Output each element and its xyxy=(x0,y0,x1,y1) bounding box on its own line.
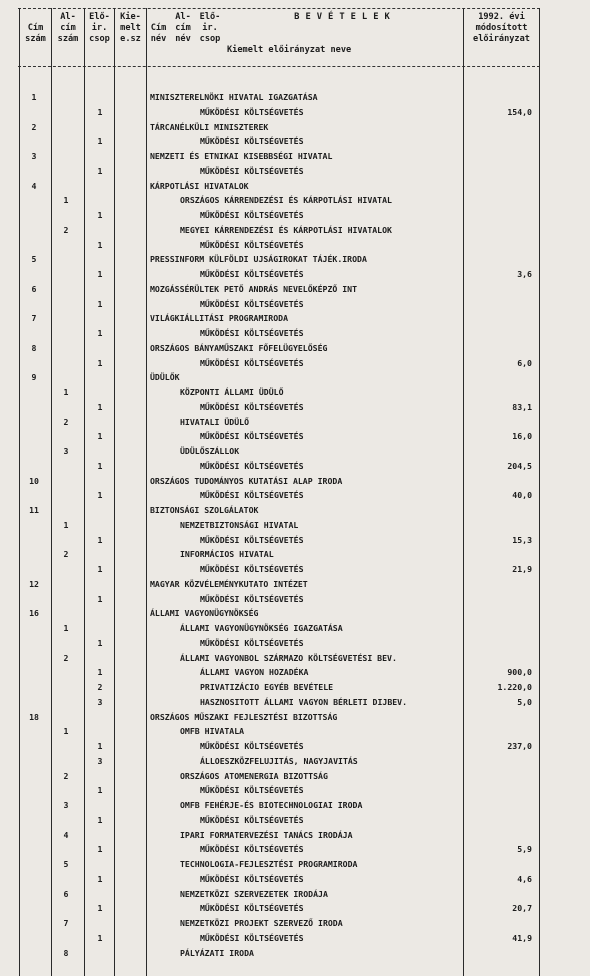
item-name: NEMZETKÖZI PROJEKT SZERVEZŐ IRODA xyxy=(180,918,343,928)
eloir-cell: 1 xyxy=(97,431,103,442)
eloir-cell: 1 xyxy=(97,298,103,309)
header-name-col: Kiemelt előirányzat neve xyxy=(227,45,352,55)
amount-cell: 6,0 xyxy=(517,357,532,368)
table-row xyxy=(0,385,590,400)
item-name: MŰKÖDÉSI KÖLTSÉGVETÉS xyxy=(200,903,304,914)
eloir-cell: 1 xyxy=(97,136,103,147)
eloir-cell: 1 xyxy=(97,932,103,943)
eloir-cell: 1 xyxy=(97,106,103,117)
amount-cell: 1.220,0 xyxy=(497,682,532,692)
item-name: MEGYEI KÁRRENDEZÉSI ÉS KÁRPOTLÁSI HIVATALOK xyxy=(180,224,392,235)
item-name: MŰKÖDÉSI KÖLTSÉGVETÉS xyxy=(200,593,304,604)
alcim-cell: 3 xyxy=(63,446,69,456)
item-name: MŰKÖDÉSI KÖLTSÉGVETÉS xyxy=(200,564,304,574)
table-row xyxy=(0,533,590,548)
item-name: IPARI FORMATERVEZÉSI TANÁCS IRODÁJA xyxy=(180,829,353,840)
item-name: MŰKÖDÉSI KÖLTSÉGVETÉS xyxy=(200,490,304,501)
table-row xyxy=(0,238,590,253)
cim-cell: 6 xyxy=(31,283,37,294)
header-eloir: Elő- ir. csop xyxy=(89,12,110,44)
top-rule xyxy=(18,8,540,9)
item-name: MŰKÖDÉSI KÖLTSÉGVETÉS xyxy=(200,932,304,943)
eloir-cell: 1 xyxy=(97,844,103,855)
cim-cell: 1 xyxy=(31,92,37,102)
item-name: ORSZÁGOS MŰSZAKI FEJLESZTÉSI BIZOTTSÁG xyxy=(150,711,338,722)
eloir-cell: 1 xyxy=(97,564,103,574)
header-amount: 1992. évi módosított előirányzat xyxy=(473,12,530,44)
table-row xyxy=(0,120,590,135)
amount-cell: 237,0 xyxy=(507,741,532,751)
table-row xyxy=(0,547,590,562)
table-row xyxy=(0,297,590,312)
item-name: MŰKÖDÉSI KÖLTSÉGVETÉS xyxy=(200,328,304,338)
alcim-cell: 2 xyxy=(63,770,69,781)
amount-cell: 5,0 xyxy=(517,696,532,707)
item-name: ORSZÁGOS ATOMENERGIA BIZOTTSÁG xyxy=(180,770,328,781)
table-row xyxy=(0,562,590,577)
item-name: ÜDÜLŐSZÁLLOK xyxy=(180,446,240,456)
item-name: NEMZETI ÉS ETNIKAI KISEBBSÉGI HIVATAL xyxy=(150,151,333,161)
table-row xyxy=(0,680,590,695)
table-row xyxy=(0,754,590,769)
cim-cell: 4 xyxy=(31,180,37,191)
table-row xyxy=(0,872,590,887)
table-row xyxy=(0,459,590,474)
item-name: TÁRCANÉLKÜLI MINISZTEREK xyxy=(150,121,269,132)
table-row xyxy=(0,282,590,297)
cim-cell: 2 xyxy=(31,121,37,132)
table-row xyxy=(0,341,590,356)
table-row xyxy=(0,134,590,149)
table-row xyxy=(0,769,590,784)
table-row xyxy=(0,931,590,946)
amount-cell: 204,5 xyxy=(507,460,532,471)
item-name: MŰKÖDÉSI KÖLTSÉGVETÉS xyxy=(200,269,304,279)
eloir-cell: 2 xyxy=(97,682,103,692)
eloir-cell: 1 xyxy=(97,637,103,648)
table-row xyxy=(0,415,590,430)
item-name: OMFB HIVATALA xyxy=(180,726,245,737)
table-row xyxy=(0,651,590,666)
table-row xyxy=(0,621,590,636)
table-row xyxy=(0,267,590,282)
item-name: HASZNOSITOTT ÁLLAMI VAGYON BÉRLETI DIJBEV. xyxy=(200,696,408,707)
item-name: ÁLLAMI VAGYONÜGYNÖKSÉG IGAZGATÁSA xyxy=(180,623,343,633)
amount-cell: 154,0 xyxy=(507,106,532,117)
alcim-cell: 2 xyxy=(63,549,69,560)
eloir-cell: 1 xyxy=(97,460,103,471)
eloir-cell: 1 xyxy=(97,328,103,338)
cim-cell: 16 xyxy=(29,608,39,619)
table-row xyxy=(0,356,590,371)
table-row xyxy=(0,193,590,208)
eloir-cell: 1 xyxy=(97,785,103,796)
table-row xyxy=(0,488,590,503)
item-name: MŰKÖDÉSI KÖLTSÉGVETÉS xyxy=(200,534,304,545)
header-cim: Cím szám xyxy=(25,23,46,44)
item-name: MŰKÖDÉSI KÖLTSÉGVETÉS xyxy=(200,357,304,368)
item-name: MŰKÖDÉSI KÖLTSÉGVETÉS xyxy=(200,210,304,220)
item-name: MŰKÖDÉSI KÖLTSÉGVETÉS xyxy=(200,165,304,176)
item-name: MAGYAR KÖZVÉLEMÉNYKUTATO INTÉZET xyxy=(150,578,308,589)
table-row xyxy=(0,252,590,267)
table-row xyxy=(0,518,590,533)
table-row xyxy=(0,842,590,857)
item-name: MŰKÖDÉSI KÖLTSÉGVETÉS xyxy=(200,401,304,412)
amount-cell: 41,9 xyxy=(512,932,532,943)
eloir-cell: 1 xyxy=(97,357,103,368)
cim-cell: 10 xyxy=(29,475,39,486)
eloir-cell: 1 xyxy=(97,903,103,914)
alcim-cell: 2 xyxy=(63,416,69,427)
item-name: BIZTONSÁGI SZOLGÁLATOK xyxy=(150,505,259,515)
table-row xyxy=(0,90,590,105)
eloir-cell: 1 xyxy=(97,741,103,751)
eloir-cell: 3 xyxy=(97,755,103,766)
item-name: VILÁGKIÁLLITÁSI PROGRAMIRODA xyxy=(150,313,289,324)
section-title: BEVÉTELEK xyxy=(294,12,396,22)
table-row xyxy=(0,710,590,725)
alcim-cell: 1 xyxy=(63,726,69,737)
item-name: MŰKÖDÉSI KÖLTSÉGVETÉS xyxy=(200,460,304,471)
table-row xyxy=(0,916,590,931)
amount-cell: 5,9 xyxy=(517,844,532,855)
table-row xyxy=(0,179,590,194)
item-name: PRESSINFORM KÜLFÖLDI UJSÁGIROKAT TÁJÉK.IRODA xyxy=(150,254,367,265)
item-name: MŰKÖDÉSI KÖLTSÉGVETÉS xyxy=(200,239,304,250)
table-row xyxy=(0,798,590,813)
item-name: INFORMÁCIOS HIVATAL xyxy=(180,549,274,560)
header-rule xyxy=(18,66,540,67)
eloir-cell: 1 xyxy=(97,534,103,545)
item-name: ORSZÁGOS TUDOMÁNYOS KUTATÁSI ALAP IRODA xyxy=(150,475,343,486)
cim-cell: 9 xyxy=(31,372,37,383)
header-elonev: Elő- ir. csop xyxy=(199,12,221,44)
alcim-cell: 1 xyxy=(63,195,69,206)
cim-cell: 11 xyxy=(29,505,39,515)
table-row xyxy=(0,901,590,916)
alcim-cell: 3 xyxy=(63,800,69,810)
item-name: PÁLYÁZATI IRODA xyxy=(180,947,254,958)
amount-cell: 4,6 xyxy=(517,873,532,884)
item-name: MINISZTERELNÖKI HIVATAL IGAZGATÁSA xyxy=(150,92,318,102)
table-row xyxy=(0,665,590,680)
alcim-cell: 2 xyxy=(63,224,69,235)
table-row xyxy=(0,208,590,223)
table-row xyxy=(0,444,590,459)
amount-cell: 20,7 xyxy=(512,903,532,914)
item-name: ÁLLAMI VAGYONBOL SZÁRMAZO KÖLTSÉGVETÉSI BEV. xyxy=(180,652,397,663)
cim-cell: 18 xyxy=(29,711,39,722)
alcim-cell: 5 xyxy=(63,859,69,869)
alcim-cell: 2 xyxy=(63,652,69,663)
table-row xyxy=(0,783,590,798)
item-name: ORSZÁGOS KÁRRENDEZÉSI ÉS KÁRPOTLÁSI HIVATAL xyxy=(180,195,392,206)
item-name: OMFB FEHÉRJE-ÉS BIOTECHNOLOGIAI IRODA xyxy=(180,800,363,810)
cim-cell: 7 xyxy=(31,313,37,324)
item-name: KÁRPOTLÁSI HIVATALOK xyxy=(150,180,249,191)
item-name: ORSZÁGOS BÁNYAMŰSZAKI FŐFELÜGYELŐSÉG xyxy=(150,342,328,353)
header-kiemelt: Kie- melt e.sz xyxy=(120,12,141,44)
table-row xyxy=(0,636,590,651)
header-cimnev: Cím név xyxy=(150,23,167,44)
table-row xyxy=(0,606,590,621)
table-row xyxy=(0,223,590,238)
item-name: PRIVATIZÁCIO EGYÉB BEVÉTELE xyxy=(200,682,334,692)
eloir-cell: 1 xyxy=(97,667,103,678)
table-row xyxy=(0,887,590,902)
cim-cell: 8 xyxy=(31,342,37,353)
item-name: MŰKÖDÉSI KÖLTSÉGVETÉS xyxy=(200,106,304,117)
amount-cell: 16,0 xyxy=(512,431,532,442)
item-name: TECHNOLOGIA-FEJLESZTÉSI PROGRAMIRODA xyxy=(180,859,358,869)
eloir-cell: 1 xyxy=(97,814,103,825)
item-name: ÁLLAMI VAGYON HOZADÉKA xyxy=(200,667,309,678)
table-row xyxy=(0,695,590,710)
item-name: MŰKÖDÉSI KÖLTSÉGVETÉS xyxy=(200,844,304,855)
alcim-cell: 6 xyxy=(63,888,69,899)
table-row xyxy=(0,577,590,592)
table-row xyxy=(0,946,590,961)
table-row xyxy=(0,828,590,843)
eloir-cell: 1 xyxy=(97,593,103,604)
table-row xyxy=(0,503,590,518)
eloir-cell: 1 xyxy=(97,873,103,884)
table-row xyxy=(0,592,590,607)
amount-cell: 900,0 xyxy=(507,667,532,678)
eloir-cell: 1 xyxy=(97,239,103,250)
item-name: MOZGÁSSÉRÜLTEK PETŐ ANDRÁS NEVELŐKÉPZŐ INT xyxy=(150,283,358,294)
item-name: MŰKÖDÉSI KÖLTSÉGVETÉS xyxy=(200,873,304,884)
alcim-cell: 1 xyxy=(63,387,69,397)
alcim-cell: 1 xyxy=(63,519,69,530)
item-name: HIVATALI ÜDÜLŐ xyxy=(180,416,250,427)
table-row xyxy=(0,311,590,326)
item-name: NEMZETBIZTONSÁGI HIVATAL xyxy=(180,519,299,530)
eloir-cell: 1 xyxy=(97,401,103,412)
table-row xyxy=(0,813,590,828)
header-alcim: Al- cím szám xyxy=(57,12,79,44)
table-row xyxy=(0,724,590,739)
table-row xyxy=(0,739,590,754)
amount-cell: 21,9 xyxy=(512,564,532,574)
alcim-cell: 1 xyxy=(63,623,69,633)
eloir-cell: 1 xyxy=(97,490,103,501)
alcim-cell: 8 xyxy=(63,947,69,958)
amount-cell: 15,3 xyxy=(512,534,532,545)
eloir-cell: 1 xyxy=(97,165,103,176)
table-row xyxy=(0,149,590,164)
table-row xyxy=(0,474,590,489)
alcim-cell: 7 xyxy=(63,918,69,928)
item-name: MŰKÖDÉSI KÖLTSÉGVETÉS xyxy=(200,637,304,648)
table-row xyxy=(0,857,590,872)
eloir-cell: 3 xyxy=(97,696,103,707)
table-row xyxy=(0,429,590,444)
cim-cell: 12 xyxy=(29,578,39,589)
item-name: MŰKÖDÉSI KÖLTSÉGVETÉS xyxy=(200,136,304,147)
table-row xyxy=(0,164,590,179)
item-name: MŰKÖDÉSI KÖLTSÉGVETÉS xyxy=(200,431,304,442)
item-name: ÜDÜLŐK xyxy=(150,372,180,383)
item-name: MŰKÖDÉSI KÖLTSÉGVETÉS xyxy=(200,814,304,825)
amount-cell: 40,0 xyxy=(512,490,532,501)
header-alcimnev: Al- cím név xyxy=(175,12,191,44)
item-name: MŰKÖDÉSI KÖLTSÉGVETÉS xyxy=(200,785,304,796)
item-name: MŰKÖDÉSI KÖLTSÉGVETÉS xyxy=(200,741,304,751)
item-name: MŰKÖDÉSI KÖLTSÉGVETÉS xyxy=(200,298,304,309)
eloir-cell: 1 xyxy=(97,210,103,220)
item-name: ÁLLAMI VAGYONÜGYNÖKSÉG xyxy=(150,608,259,619)
amount-cell: 83,1 xyxy=(512,401,532,412)
item-name: NEMZETKÖZI SZERVEZETEK IRODÁJA xyxy=(180,888,328,899)
alcim-cell: 4 xyxy=(63,829,69,840)
eloir-cell: 1 xyxy=(97,269,103,279)
amount-cell: 3,6 xyxy=(517,269,532,279)
cim-cell: 3 xyxy=(31,151,37,161)
table-row xyxy=(0,400,590,415)
table-row xyxy=(0,370,590,385)
cim-cell: 5 xyxy=(31,254,37,265)
table-row xyxy=(0,326,590,341)
item-name: KÖZPONTI ÁLLAMI ÜDÜLŐ xyxy=(180,387,284,397)
table-row xyxy=(0,105,590,120)
item-name: ÁLLOESZKÖZFELUJITÁS, NAGYJAVITÁS xyxy=(200,755,358,766)
